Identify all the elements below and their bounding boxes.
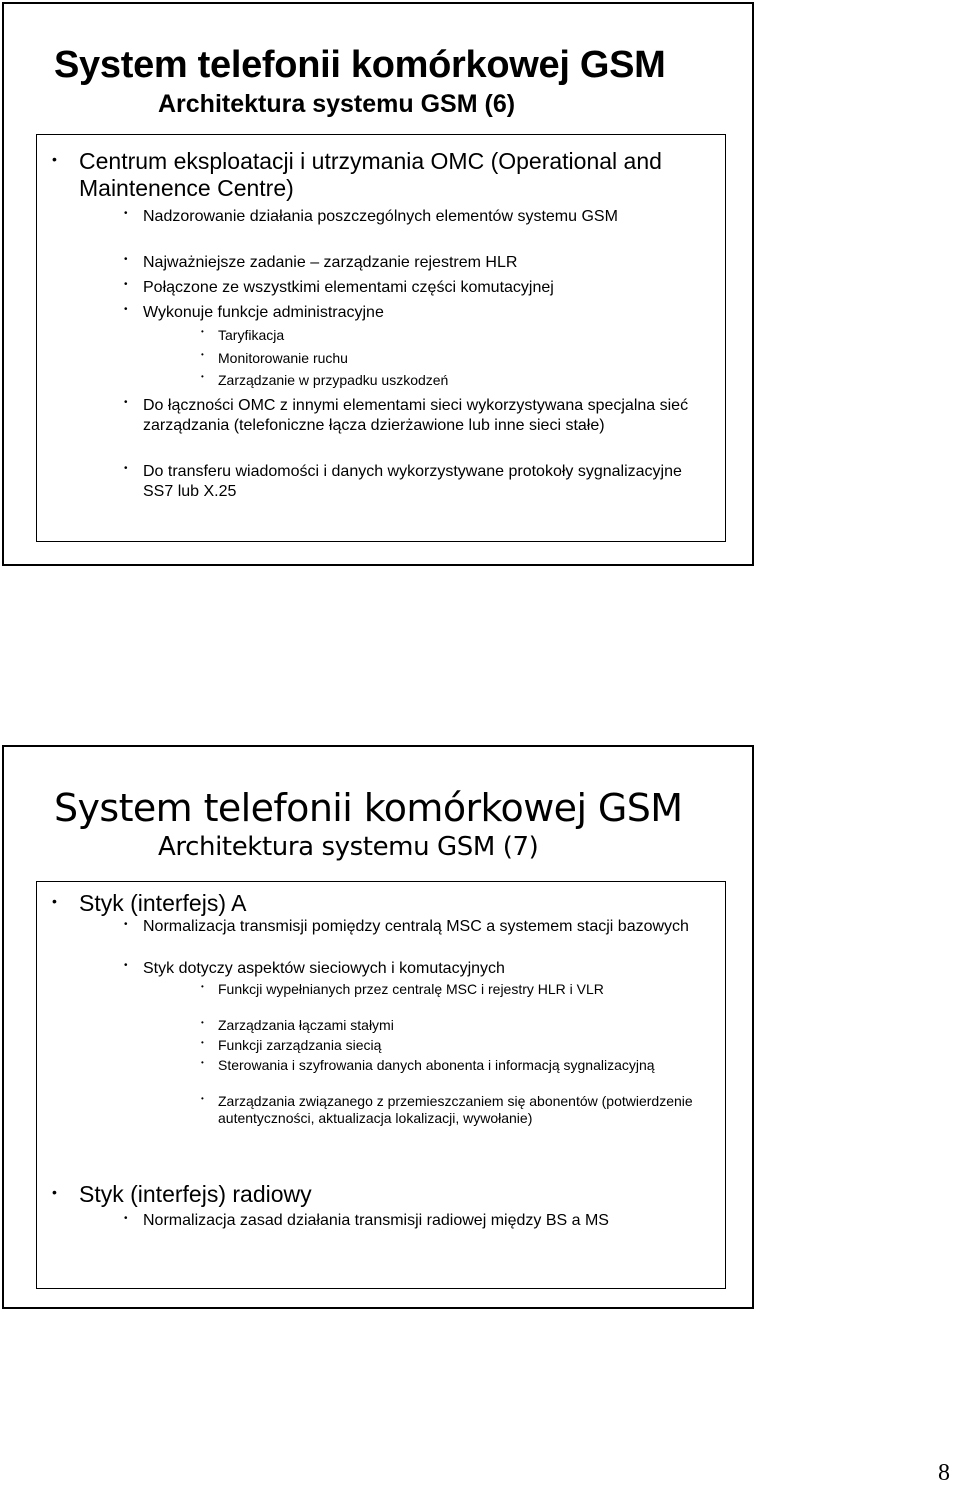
bullet-icon: •: [201, 372, 204, 381]
bullet-icon: •: [201, 1058, 204, 1067]
bullet-icon: •: [124, 1213, 128, 1224]
slide-subtitle: Architektura systemu GSM (6): [158, 90, 516, 118]
list-item-text: Wykonuje funkcje administracyjne: [143, 304, 384, 321]
list-item-text: Normalizacja transmisji pomiędzy centralą MSC a systemem stacji bazowych: [143, 918, 689, 935]
list-item-text: Monitorowanie ruchu: [218, 350, 348, 366]
slide-architektura-7: [2, 745, 754, 1309]
slide-architektura-6: [2, 2, 754, 566]
list-item-text: Zarządzania związanego z przemieszczaniem się abonentów (potwierdzenie autentyczności, aktualizacja lokalizacji, wywołanie): [218, 1093, 693, 1126]
list-item-text: Normalizacja zasad działania transmisji radiowej między BS a MS: [143, 1212, 609, 1229]
list-item-text: Sterowania i szyfrowania danych abonenta i informacją sygnalizacyjną: [218, 1057, 655, 1073]
bullet-icon: •: [124, 254, 128, 265]
bullet-icon: •: [52, 1184, 57, 1200]
slide-subtitle: Architektura systemu GSM (7): [158, 832, 539, 862]
list-item-text: Styk (interfejs) A: [79, 890, 247, 916]
bullet-icon: •: [124, 919, 128, 930]
list-item-text: Do transferu wiadomości i danych wykorzystywane protokoły sygnalizacyjne SS7 lub X.25: [143, 463, 682, 500]
list-item-text: Styk (interfejs) radiowy: [79, 1181, 312, 1207]
bullet-icon: •: [201, 982, 204, 991]
bullet-icon: •: [124, 397, 128, 408]
bullet-icon: •: [124, 279, 128, 290]
list-item-text: Do łączności OMC z innymi elementami sieci wykorzystywana specjalna sieć zarządzania (telefoniczne łącza dzierżawione lub inne sieci stałe): [143, 397, 689, 434]
bullet-icon: •: [124, 960, 128, 971]
list-item-text: Styk dotyczy aspektów sieciowych i komutacyjnych: [143, 960, 505, 977]
page-number: 8: [938, 1460, 950, 1486]
list-item-text: Zarządzanie w przypadku uszkodzeń: [218, 372, 449, 388]
bullet-icon: •: [201, 350, 204, 359]
bullet-icon: •: [124, 463, 128, 474]
list-item-text: Centrum eksploatacji i utrzymania OMC (Operational and Maintenence Centre): [79, 148, 662, 201]
bullet-icon: •: [201, 327, 204, 336]
list-item-text: Taryfikacja: [218, 327, 285, 343]
bullet-icon: •: [201, 1094, 204, 1103]
slide-title: System telefonii komórkowej GSM: [54, 786, 683, 830]
list-item-text: Funkcji zarządzania siecią: [218, 1037, 382, 1053]
bullet-icon: •: [124, 208, 128, 219]
bullet-icon: •: [201, 1038, 204, 1047]
list-item-text: Najważniejsze zadanie – zarządzanie rejestrem HLR: [143, 254, 518, 271]
list-item-text: Funkcji wypełnianych przez centralę MSC i rejestry HLR i VLR: [218, 981, 604, 997]
bullet-icon: •: [52, 151, 57, 167]
list-item-text: Zarządzania łączami stałymi: [218, 1017, 394, 1033]
list-item-text: Połączone ze wszystkimi elementami części komutacyjnej: [143, 279, 554, 296]
slide-title: System telefonii komórkowej GSM: [54, 44, 666, 86]
bullet-icon: •: [201, 1018, 204, 1027]
list-item-text: Nadzorowanie działania poszczególnych elementów systemu GSM: [143, 208, 618, 225]
bullet-icon: •: [52, 893, 57, 909]
bullet-icon: •: [124, 304, 128, 315]
